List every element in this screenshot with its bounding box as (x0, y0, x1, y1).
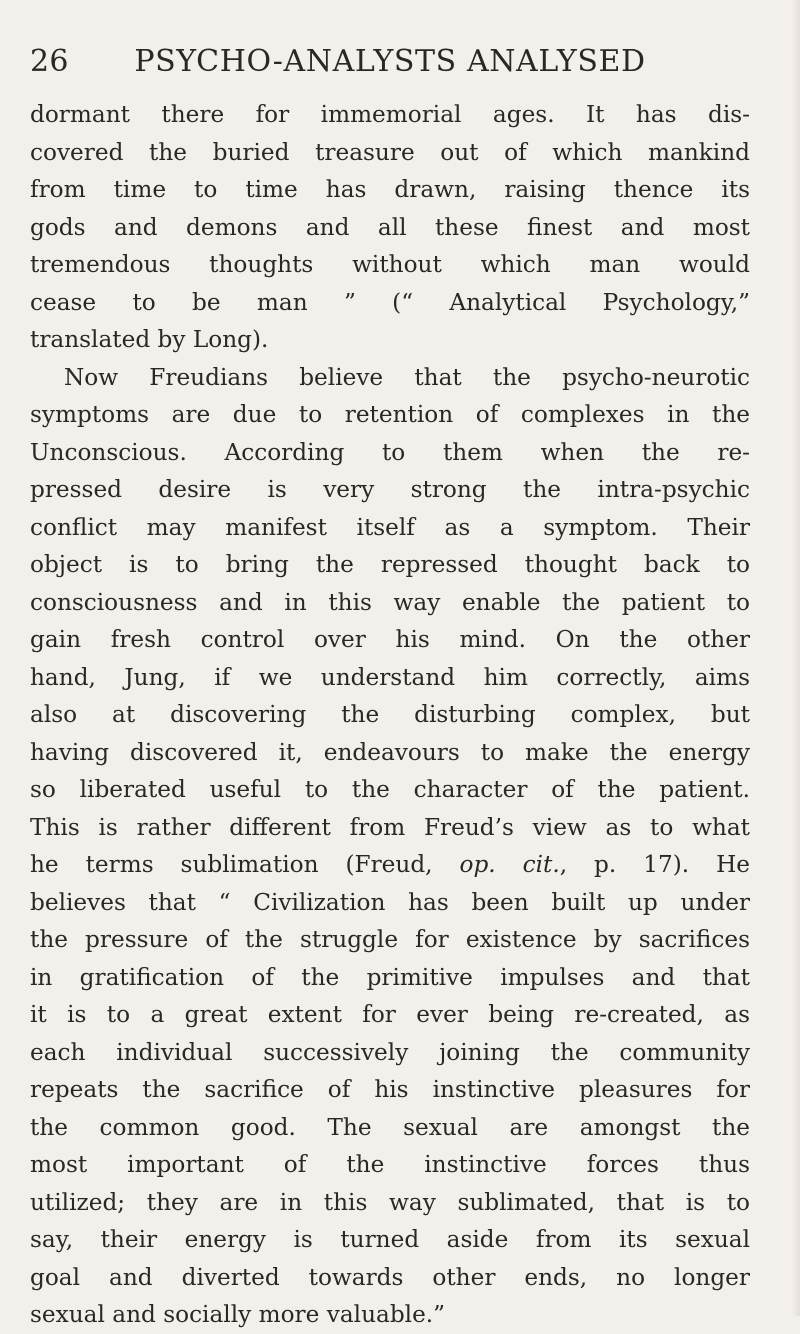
text-line: object is to bring the repressed thought back to (30, 551, 750, 578)
page-edge-shadow (792, 0, 800, 1316)
text-line: gods and demons and all these finest and most (30, 213, 750, 241)
text-line: dormant there for immemorial ages. It has dis- (30, 101, 750, 128)
text-line: sexual and socially more valuable.” (30, 1301, 446, 1328)
citation-italic: op. cit. (459, 851, 560, 878)
text-line: Unconscious. According to them when the re- (30, 438, 750, 466)
running-head (30, 40, 750, 84)
text-line: the pressure of the struggle for existence by sacrifices (30, 926, 750, 953)
text-line: having discovered it, endeavours to make the energy (30, 738, 750, 766)
text-line: translated by Long). (30, 326, 269, 353)
running-title: PSYCHO-ANALYSTS ANALYSED (134, 44, 646, 79)
text-line: the common good. The sexual are amongst the (30, 1113, 750, 1141)
page-number: 26 (30, 44, 69, 79)
text-fragment: he terms sublimation (Freud, (30, 851, 460, 878)
text-line: cease to be man ” (“ Analytical Psychology,” (30, 288, 750, 316)
text-line: covered the buried treasure out of which mankind (30, 138, 750, 166)
text-line: it is to a great extent for ever being re-created, as (30, 1001, 750, 1028)
text-line: gain fresh control over his mind. On the other (30, 626, 750, 653)
text-line: conflict may manifest itself as a symptom. Their (30, 513, 750, 541)
text-line: repeats the sacrifice of his instinctive pleasures for (30, 1076, 750, 1103)
text-line: goal and diverted towards other ends, no longer (30, 1263, 750, 1291)
text-line: symptoms are due to retention of complexes in the (30, 401, 750, 428)
text-line: so liberated useful to the character of the patient. (30, 776, 750, 803)
text-line: utilized; they are in this way sublimated, that is to (30, 1188, 750, 1216)
text-line-with-citation (30, 846, 750, 884)
text-line: hand, Jung, if we understand him correctly, aims (30, 663, 750, 691)
text-fragment: , p. 17). He (559, 851, 751, 878)
text-line: Now Freudians believe that the psycho-neurotic (64, 363, 750, 391)
text-line: This is rather different from Freud’s view as to what (30, 813, 750, 841)
text-line: believes that “ Civilization has been built up under (30, 888, 750, 916)
text-line: most important of the instinctive forces thus (30, 1151, 750, 1178)
text-line: consciousness and in this way enable the patient to (30, 588, 750, 616)
body-text (30, 96, 750, 1334)
text-line: also at discovering the disturbing complex, but (30, 701, 750, 728)
text-line: each individual successively joining the community (30, 1038, 750, 1066)
text-line: say, their energy is turned aside from its sexual (30, 1226, 750, 1253)
text-line: tremendous thoughts without which man would (30, 251, 750, 278)
text-line: in gratification of the primitive impulses and that (30, 963, 750, 991)
text-line: pressed desire is very strong the intra-psychic (30, 476, 750, 503)
text-line: from time to time has drawn, raising thence its (30, 176, 750, 203)
